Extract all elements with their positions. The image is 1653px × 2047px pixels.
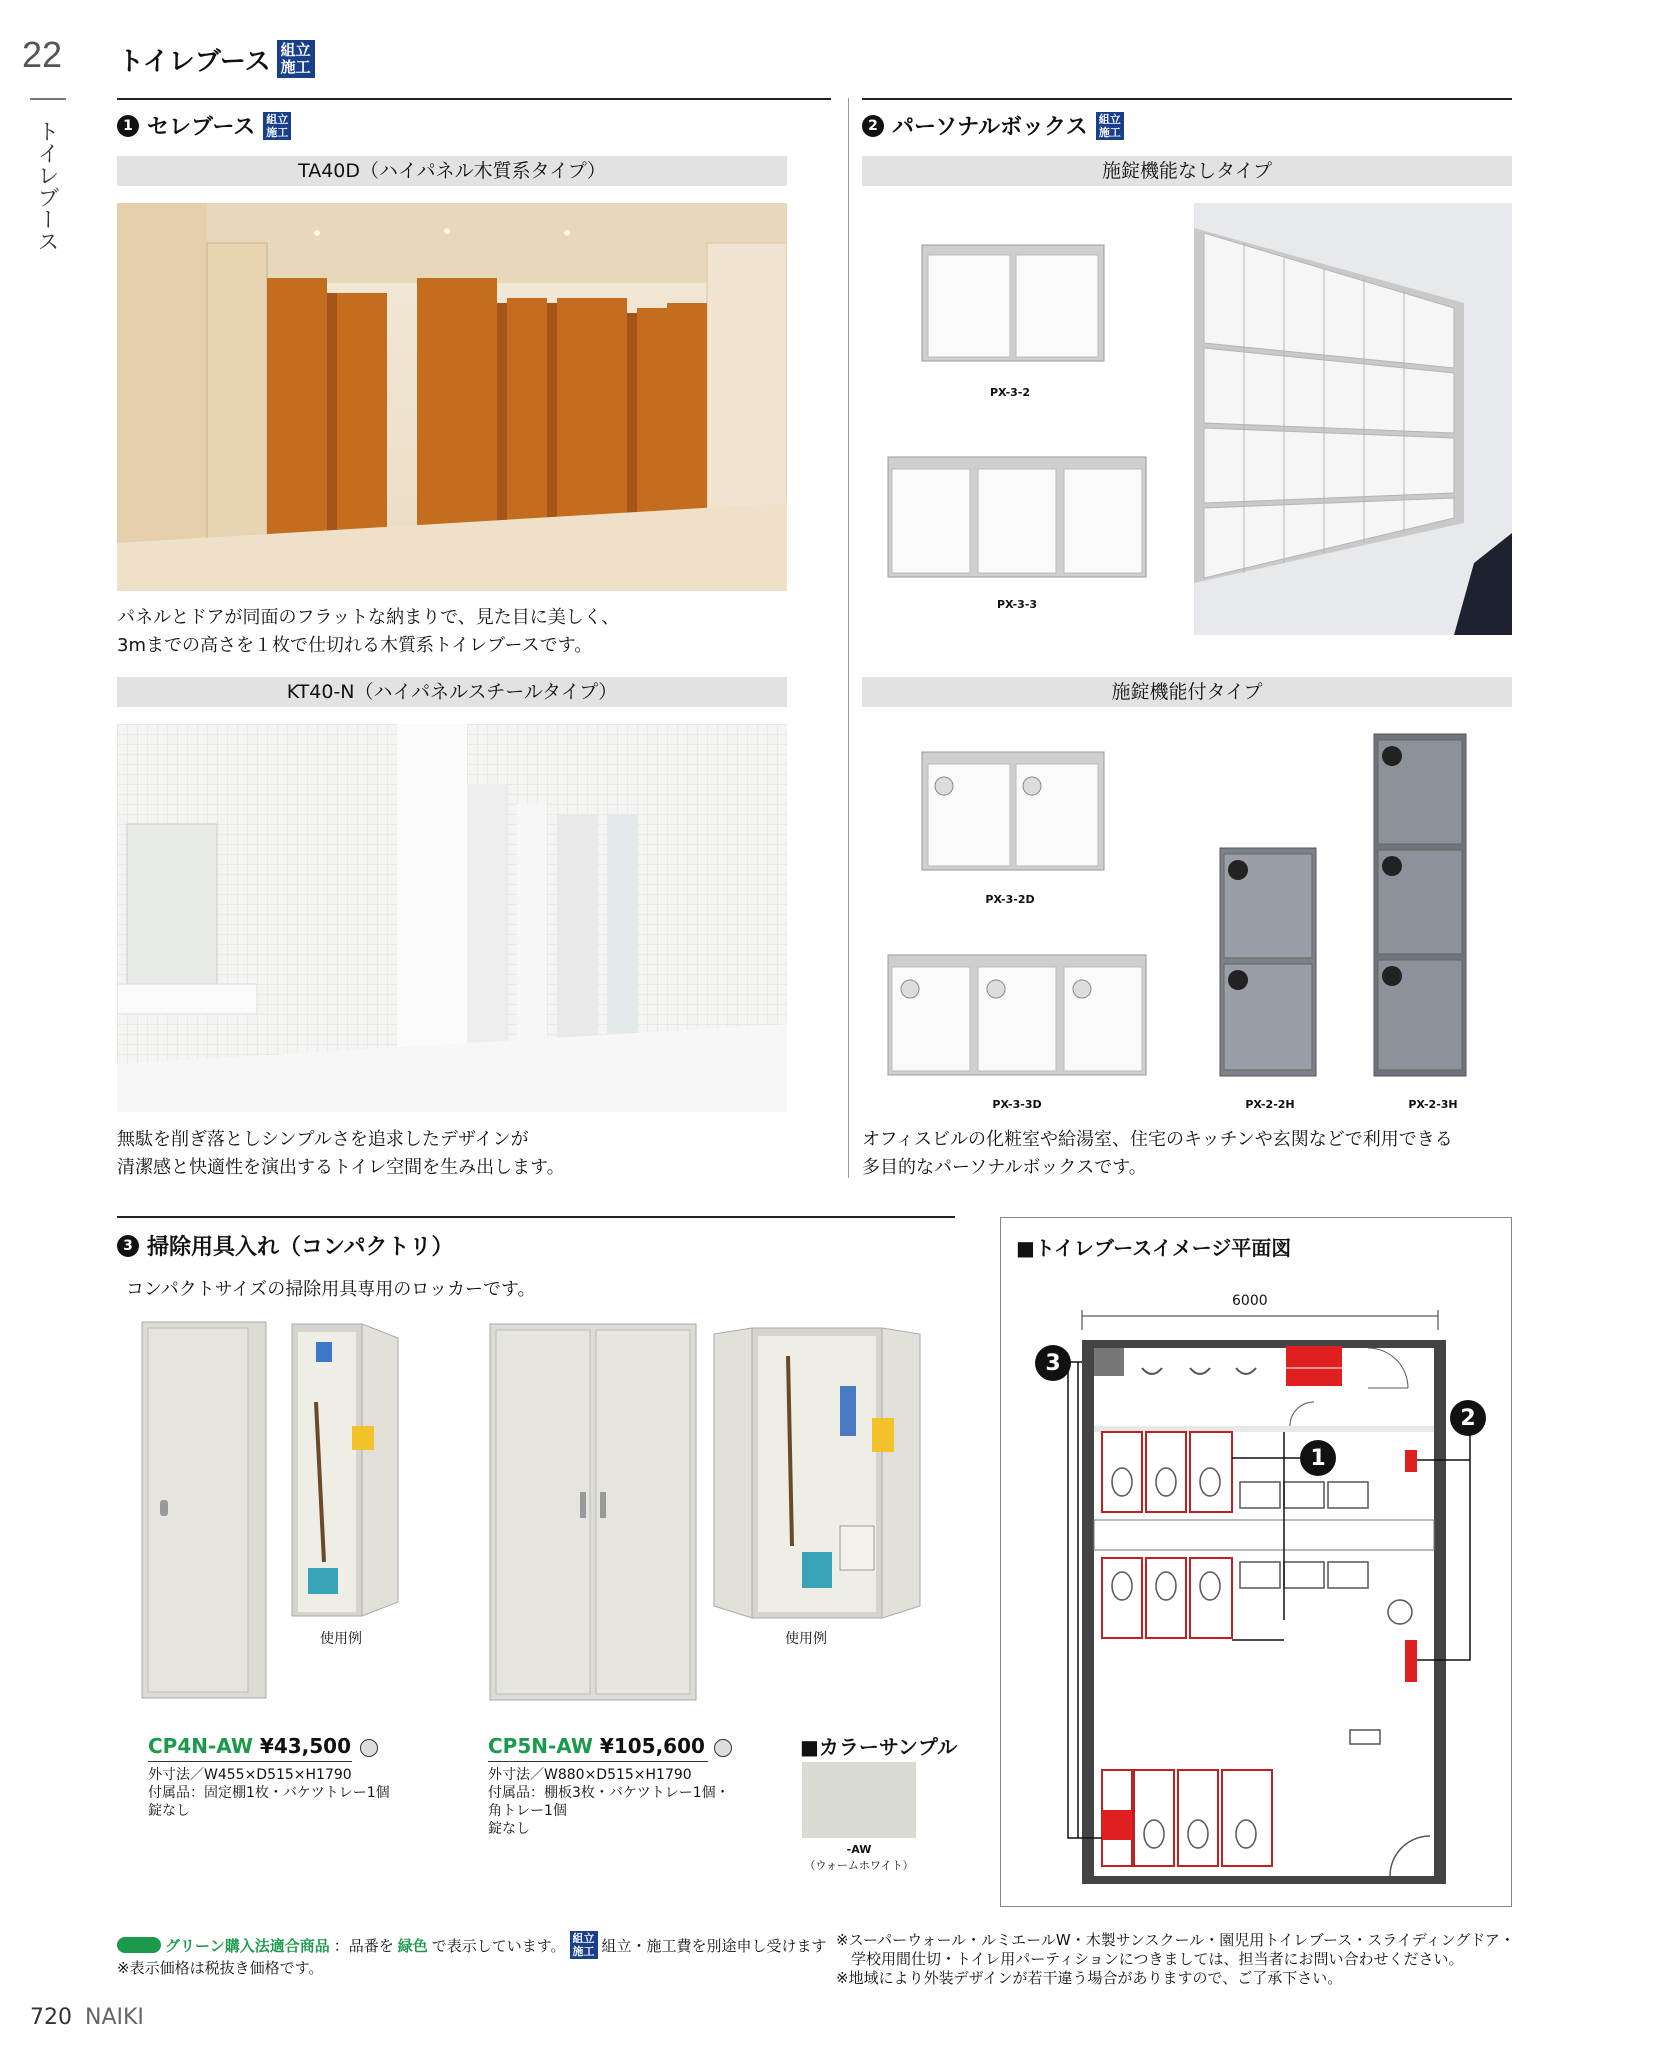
cp5n-price-line bbox=[488, 1734, 732, 1758]
cp5n-accessories: 付属品：棚板3枚・バケツトレー1個・ bbox=[488, 1785, 730, 1801]
cp4n-price: ¥43,500 bbox=[259, 1734, 351, 1758]
cp5n-lock: 錠なし bbox=[488, 1821, 530, 1837]
type-bar-with-lock: 施錠機能付タイプ bbox=[862, 677, 1512, 707]
plan-marker-2: 2 bbox=[1450, 1400, 1486, 1436]
cp4n-dimensions: 外寸法／W455×D515×H1790 bbox=[148, 1767, 352, 1783]
cp5n-specs bbox=[488, 1766, 730, 1838]
green-purchase-label: グリーン購入法適合商品 bbox=[165, 1936, 330, 1955]
product-bar-ta40d: TA40D（ハイパネル木質系タイプ） bbox=[117, 156, 787, 186]
section3-number: 3 bbox=[117, 1235, 139, 1257]
color-sample-code: -AW bbox=[846, 1843, 872, 1856]
personal-box-description bbox=[862, 1126, 1453, 1182]
cp4n-usage-label: 使用例 bbox=[320, 1631, 362, 1647]
cp5n-dimensions: 外寸法／W880×D515×H1790 bbox=[488, 1767, 692, 1783]
footer-green-purchase bbox=[117, 1931, 827, 1959]
color-sample-title: ■カラーサンプル bbox=[800, 1735, 958, 1759]
green-purchase-text2: で表示しています。 bbox=[431, 1936, 566, 1955]
cp5n-price: ¥105,600 bbox=[599, 1734, 705, 1758]
header-title-text: トイレブース bbox=[118, 46, 271, 77]
plan-marker-1: 1 bbox=[1300, 1440, 1336, 1476]
footer-page-number: 720 bbox=[30, 2005, 72, 2030]
green-purchase-icon bbox=[117, 1937, 161, 1953]
px-2-3h-image bbox=[1372, 732, 1468, 1078]
footer-notes bbox=[836, 1931, 1515, 1988]
color-sample-swatch bbox=[802, 1762, 916, 1838]
ta40d-desc-line2: 3mまでの高さを１枚で仕切れる木質系トイレブースです。 bbox=[117, 635, 593, 656]
cp4n-price-underline bbox=[148, 1761, 352, 1762]
cp5n-usage-label: 使用例 bbox=[785, 1631, 827, 1647]
section2-title bbox=[862, 110, 1124, 141]
section3-subtitle: コンパクトサイズの掃除用具専用のロッカーです。 bbox=[126, 1279, 536, 1300]
kt40n-description bbox=[117, 1126, 565, 1182]
section3-rule bbox=[117, 1216, 955, 1218]
column-divider bbox=[848, 98, 849, 1178]
section1-title bbox=[117, 110, 291, 141]
caption-px-3-2: PX-3-2 bbox=[989, 386, 1031, 399]
side-rule bbox=[30, 98, 66, 100]
caption-px-3-3: PX-3-3 bbox=[996, 598, 1038, 611]
cp4n-open-image bbox=[290, 1322, 402, 1618]
kt40n-desc-line2: 清潔感と快適性を演出するトイレ空間を生み出します。 bbox=[117, 1157, 565, 1178]
cp4n-accessories: 付属品：固定棚1枚・バケツトレー1個 bbox=[148, 1785, 390, 1801]
ta40d-desc-line1: パネルとドアが同面のフラットな納まりで、見た目に美しく、 bbox=[117, 607, 620, 628]
personal-box-desc-line2: 多目的なパーソナルボックスです。 bbox=[862, 1157, 1147, 1178]
cp5n-price-underline bbox=[488, 1761, 708, 1762]
cp5n-open-image bbox=[712, 1326, 922, 1620]
section2-number: 2 bbox=[862, 115, 884, 137]
cp4n-product-code: CP4N-AW bbox=[148, 1734, 253, 1758]
section2-rule bbox=[862, 98, 1512, 100]
floor-plan-title: ■トイレブースイメージ平面図 bbox=[1016, 1236, 1292, 1260]
px-2-2h-image bbox=[1218, 846, 1318, 1078]
px-3-2-image bbox=[920, 243, 1106, 363]
footer-note1: ※スーパーウォール・ルミエールW・木製サンスクール・園児用トイレブース・スライディングドア・ bbox=[836, 1931, 1515, 1949]
px-3-3-image bbox=[886, 455, 1148, 579]
section3-title-text: 掃除用具入れ（コンパクトリ） bbox=[147, 1235, 454, 1260]
section3-title bbox=[117, 1230, 453, 1261]
side-label: トイレブース bbox=[34, 120, 59, 252]
plan-marker-3: 3 bbox=[1035, 1345, 1071, 1381]
cp5n-product-code: CP5N-AW bbox=[488, 1734, 593, 1758]
caption-px-3-2d: PX-3-2D bbox=[985, 893, 1035, 906]
product-bar-kt40n: KT40-N（ハイパネルスチールタイプ） bbox=[117, 677, 787, 707]
footer-tax-note: ※表示価格は税抜き価格です。 bbox=[117, 1959, 324, 1977]
caption-px-3-3d: PX-3-3D bbox=[992, 1098, 1042, 1111]
cp5n-accessories-cont: 角トレー1個 bbox=[488, 1803, 567, 1819]
cp4n-price-line bbox=[148, 1734, 378, 1758]
kt40n-desc-line1: 無駄を削ぎ落としシンプルさを追求したデザインが bbox=[117, 1129, 529, 1150]
cp4n-specs bbox=[148, 1766, 390, 1820]
section1-number: 1 bbox=[117, 115, 139, 137]
ta40d-photo bbox=[117, 203, 787, 591]
px-3-3d-image bbox=[886, 953, 1148, 1077]
green-purchase-text1: ：品番を bbox=[333, 1936, 394, 1955]
kt40n-photo bbox=[117, 724, 787, 1112]
type-bar-no-lock: 施錠機能なしタイプ bbox=[862, 156, 1512, 186]
header-title bbox=[118, 40, 315, 78]
page-number: 22 bbox=[22, 34, 63, 75]
footer-page bbox=[30, 2005, 144, 2030]
green-mark-icon bbox=[714, 1739, 732, 1757]
assembly-badge: 組立施工 bbox=[277, 40, 315, 78]
footer-note3: ※地域により外装デザインが若干違う場合がありますので、ご了承下さい。 bbox=[836, 1969, 1343, 1987]
cp4n-closed-image bbox=[140, 1320, 268, 1700]
assembly-badge: 組立施工 bbox=[263, 112, 291, 140]
caption-px-2-2h: PX-2-2H bbox=[1245, 1098, 1295, 1111]
personal-box-wall-photo bbox=[1194, 203, 1512, 635]
footer-note2: 学校用間仕切・トイレ用パーティションにつきましては、担当者にお問い合わせください。 bbox=[851, 1950, 1464, 1968]
assembly-badge: 組立施工 bbox=[1096, 112, 1124, 140]
color-sample-name: （ウォームホワイト） bbox=[804, 1859, 914, 1872]
ta40d-description bbox=[117, 604, 619, 660]
cp4n-lock: 錠なし bbox=[148, 1803, 190, 1819]
personal-box-desc-line1: オフィスビルの化粧室や給湯室、住宅のキッチンや玄関などで利用できる bbox=[862, 1129, 1453, 1150]
green-purchase-word: 緑色 bbox=[397, 1936, 428, 1955]
green-mark-icon bbox=[360, 1739, 378, 1757]
assembly-text: 組立・施工費を別途申し受けます bbox=[601, 1936, 827, 1955]
section1-rule bbox=[117, 98, 831, 100]
caption-px-2-3h: PX-2-3H bbox=[1408, 1098, 1458, 1111]
px-3-2d-image bbox=[920, 750, 1106, 872]
floor-plan-dimension: 6000 bbox=[1232, 1293, 1268, 1309]
floor-plan-drawing bbox=[1050, 1310, 1500, 1890]
cp5n-closed-image bbox=[488, 1322, 698, 1702]
assembly-badge: 組立施工 bbox=[570, 1931, 598, 1959]
section2-title-text: パーソナルボックス bbox=[892, 115, 1088, 140]
footer-brand: NAIKI bbox=[85, 2005, 144, 2030]
section1-title-text: セレブース bbox=[147, 115, 256, 140]
